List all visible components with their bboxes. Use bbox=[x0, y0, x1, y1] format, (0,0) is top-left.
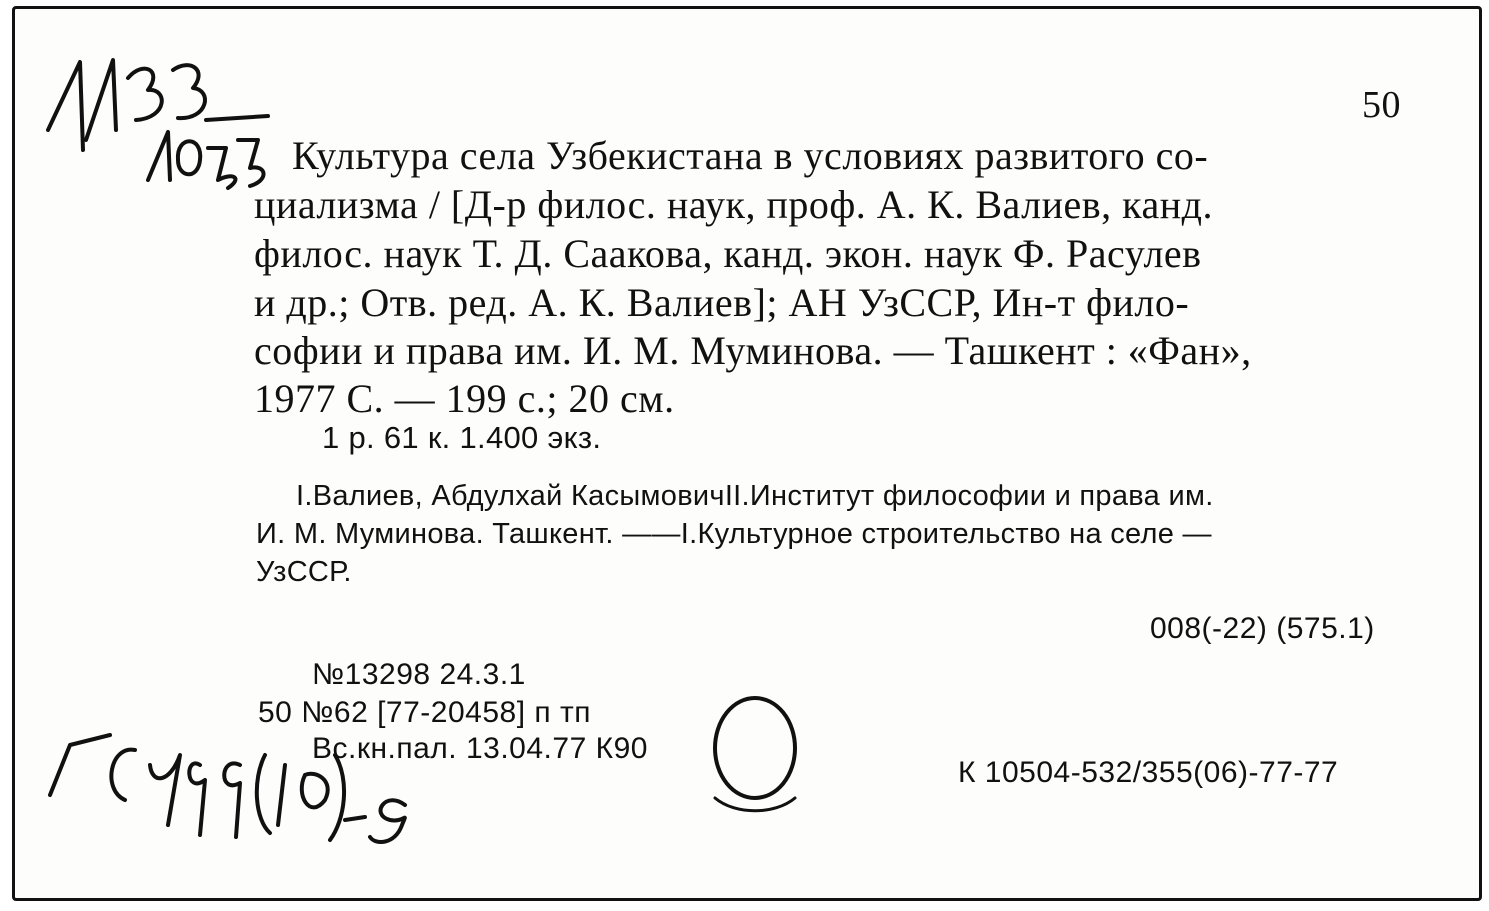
title-line-5: софии и права им. И. М. Муминова. — Ташкент : «Фан», bbox=[254, 328, 1252, 373]
record-line-2: 50 №62 [77-20458] п тп bbox=[258, 696, 591, 729]
record-line-1: №13298 24.3.1 bbox=[312, 658, 526, 691]
tracings-line-2: И. М. Муминова. Ташкент. ——I.Культурное строительство на селе — bbox=[256, 518, 1212, 550]
circle-stamp bbox=[700, 690, 810, 820]
title-line-4: и др.; Отв. ред. А. К. Валиев]; АН УзССР, Ин-т фило- bbox=[254, 280, 1190, 325]
title-line-6: 1977 С. — 199 с.; 20 см. bbox=[254, 376, 675, 421]
card-number: 50 bbox=[1362, 84, 1401, 126]
title-line-1: Культура села Узбекистана в условиях развитого со- bbox=[292, 133, 1209, 178]
handwritten-shelf-number bbox=[28, 40, 278, 190]
title-line-3: филос. наук Т. Д. Саакова, канд. экон. наук Ф. Расулев bbox=[254, 231, 1202, 276]
tracings-line-3: УзССР. bbox=[256, 556, 352, 588]
classification-index: 008(-22) (575.1) bbox=[1150, 612, 1375, 645]
handwritten-location-code bbox=[40, 725, 420, 855]
record-line-3: Вс.кн.пал. 13.04.77 К90 bbox=[312, 732, 648, 765]
title-line-2: циализма / [Д-р филос. наук, проф. А. К. Валиев, канд. bbox=[254, 182, 1213, 227]
price-line: 1 р. 61 к. 1.400 экз. bbox=[322, 420, 602, 455]
tracings-line-1: I.Валиев, Абдулхай КасымовичII.Институт философии и права им. bbox=[296, 480, 1214, 512]
catalog-code: К 10504-532/355(06)-77-77 bbox=[958, 756, 1339, 789]
